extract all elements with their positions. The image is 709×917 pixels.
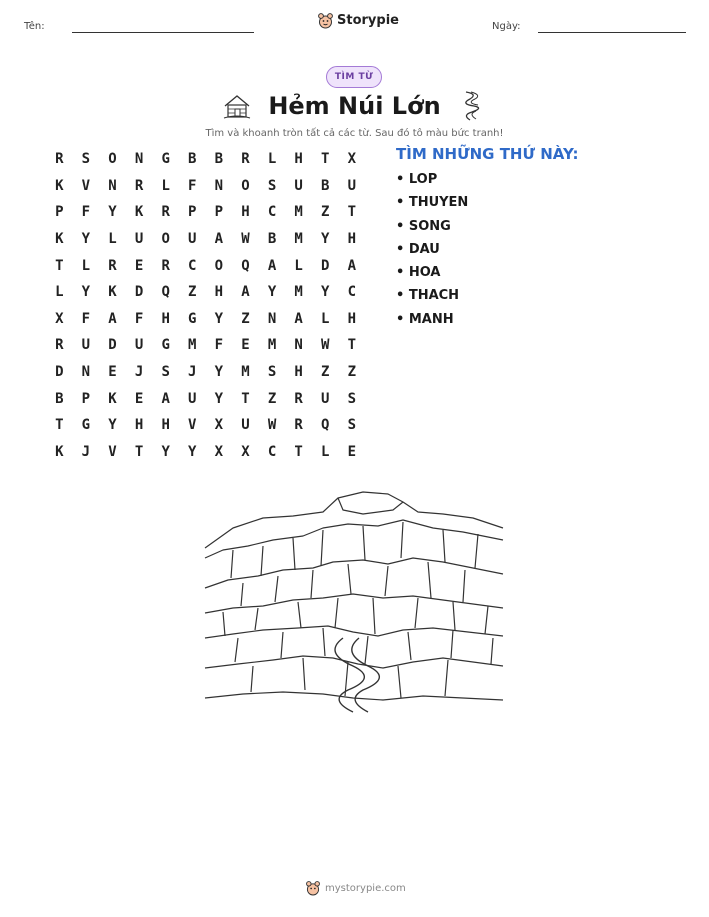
grand-canyon-illustration bbox=[203, 488, 507, 714]
grid-letter[interactable]: G bbox=[161, 151, 170, 168]
grid-row bbox=[46, 439, 365, 466]
grid-letter[interactable]: R bbox=[134, 177, 144, 194]
river-icon bbox=[456, 90, 488, 122]
grid-letter[interactable]: Q bbox=[321, 417, 330, 434]
grid-letter[interactable]: A bbox=[241, 284, 250, 301]
word-search-grid bbox=[46, 146, 365, 465]
grid-letter[interactable]: S bbox=[267, 364, 277, 381]
grid-letter[interactable]: X bbox=[55, 310, 64, 327]
grid-letter[interactable]: L bbox=[267, 151, 277, 168]
grid-letter[interactable]: J bbox=[188, 364, 197, 381]
grid-letter[interactable]: P bbox=[55, 204, 64, 221]
grid-letter[interactable]: N bbox=[134, 151, 144, 168]
grid-letter[interactable]: Z bbox=[241, 310, 250, 327]
grid-letter[interactable]: L bbox=[55, 284, 64, 301]
grid-letter[interactable]: D bbox=[134, 284, 144, 301]
grid-letter[interactable]: R bbox=[108, 257, 117, 274]
grid-letter[interactable]: S bbox=[81, 151, 91, 168]
grid-letter[interactable]: R bbox=[161, 257, 170, 274]
grid-letter[interactable]: M bbox=[294, 204, 303, 221]
grid-letter[interactable]: Q bbox=[241, 257, 250, 274]
grid-letter[interactable]: S bbox=[347, 390, 357, 407]
grid-letter[interactable]: C bbox=[267, 204, 277, 221]
grid-letter[interactable]: F bbox=[81, 204, 91, 221]
grid-letter[interactable]: R bbox=[161, 204, 170, 221]
grid-letter[interactable]: E bbox=[347, 443, 357, 460]
grid-letter[interactable]: Z bbox=[321, 364, 330, 381]
grid-letter[interactable]: A bbox=[108, 310, 117, 327]
grid-letter[interactable]: Y bbox=[214, 310, 224, 327]
grid-letter[interactable]: M bbox=[241, 364, 250, 381]
grid-letter[interactable]: F bbox=[214, 337, 224, 354]
grid-letter[interactable]: K bbox=[108, 390, 117, 407]
grid-letter[interactable]: R bbox=[294, 390, 303, 407]
grid-letter[interactable]: U bbox=[294, 177, 303, 194]
grid-letter[interactable]: T bbox=[347, 337, 357, 354]
grid-letter[interactable]: V bbox=[108, 443, 117, 460]
grid-letter[interactable]: S bbox=[347, 417, 357, 434]
grid-row bbox=[46, 412, 365, 439]
footer-url[interactable]: mystorypie.com bbox=[325, 882, 406, 894]
grid-letter[interactable]: T bbox=[134, 443, 144, 460]
grid-letter[interactable]: W bbox=[267, 417, 277, 434]
grid-letter[interactable]: H bbox=[241, 204, 250, 221]
grid-letter[interactable]: H bbox=[214, 284, 224, 301]
grid-row bbox=[46, 252, 365, 279]
word-list-item: • THACH bbox=[396, 288, 460, 304]
grid-letter[interactable]: L bbox=[321, 310, 330, 327]
grid-letter[interactable]: Y bbox=[108, 417, 117, 434]
grid-letter[interactable]: A bbox=[347, 257, 357, 274]
grid-letter[interactable]: W bbox=[321, 337, 330, 354]
footer bbox=[306, 880, 406, 896]
grid-letter[interactable]: C bbox=[347, 284, 357, 301]
grid-letter[interactable]: S bbox=[267, 177, 277, 194]
grid-letter[interactable]: U bbox=[321, 390, 330, 407]
grid-letter[interactable]: S bbox=[161, 364, 170, 381]
grid-letter[interactable]: N bbox=[267, 310, 277, 327]
grid-letter[interactable]: H bbox=[294, 151, 303, 168]
grid-letter[interactable]: Y bbox=[214, 364, 224, 381]
grid-row bbox=[46, 173, 365, 200]
grid-letter[interactable]: B bbox=[321, 177, 330, 194]
grid-letter[interactable]: C bbox=[267, 443, 277, 460]
grid-letter[interactable]: N bbox=[108, 177, 117, 194]
word-list-item: • THUYEN bbox=[396, 195, 469, 211]
grid-letter[interactable]: H bbox=[161, 310, 170, 327]
grid-letter[interactable]: Y bbox=[81, 284, 91, 301]
grid-row bbox=[46, 385, 365, 412]
name-line[interactable] bbox=[72, 32, 254, 33]
grid-letter[interactable]: Z bbox=[321, 204, 330, 221]
date-label: Ngày: bbox=[492, 21, 521, 32]
grid-letter[interactable]: M bbox=[294, 231, 303, 248]
grid-letter[interactable]: K bbox=[55, 443, 64, 460]
grid-letter[interactable]: J bbox=[81, 443, 91, 460]
name-label: Tên: bbox=[24, 21, 45, 32]
grid-letter[interactable]: M bbox=[294, 284, 303, 301]
grid-letter[interactable]: J bbox=[134, 364, 144, 381]
word-list-item: • LOP bbox=[396, 172, 438, 187]
word-list-title: TÌM NHỮNG THỨ NÀY: bbox=[396, 145, 579, 163]
grid-letter[interactable]: Y bbox=[267, 284, 277, 301]
grid-letter[interactable]: Z bbox=[347, 364, 357, 381]
grid-letter[interactable]: A bbox=[267, 257, 277, 274]
grid-letter[interactable]: Y bbox=[214, 390, 224, 407]
word-list-item: • SONG bbox=[396, 218, 451, 234]
grid-letter[interactable]: H bbox=[347, 231, 357, 248]
grid-letter[interactable]: E bbox=[241, 337, 250, 354]
grid-letter[interactable]: T bbox=[241, 390, 250, 407]
grid-letter[interactable]: H bbox=[347, 310, 357, 327]
grid-letter[interactable]: O bbox=[214, 257, 224, 274]
grid-letter[interactable]: Y bbox=[81, 231, 91, 248]
mascot-icon bbox=[318, 12, 333, 29]
grid-letter[interactable]: P bbox=[81, 390, 91, 407]
grid-letter[interactable]: Z bbox=[267, 390, 277, 407]
grid-letter[interactable]: F bbox=[81, 310, 91, 327]
grid-letter[interactable]: L bbox=[294, 257, 303, 274]
grid-letter[interactable]: X bbox=[214, 417, 224, 434]
grid-letter[interactable]: T bbox=[321, 151, 330, 168]
grid-letter[interactable]: V bbox=[81, 177, 91, 194]
grid-letter[interactable]: Y bbox=[321, 284, 330, 301]
grid-letter[interactable]: X bbox=[347, 151, 357, 168]
grid-letter[interactable]: R bbox=[241, 151, 250, 168]
grid-letter[interactable]: A bbox=[214, 231, 224, 248]
grid-letter[interactable]: D bbox=[55, 364, 64, 381]
grid-letter[interactable]: L bbox=[161, 177, 170, 194]
grid-letter[interactable]: U bbox=[81, 337, 91, 354]
grid-letter[interactable]: N bbox=[214, 177, 224, 194]
word-list-item: • MANH bbox=[396, 311, 454, 327]
mascot-icon bbox=[306, 880, 320, 896]
grid-letter[interactable]: R bbox=[55, 337, 64, 354]
word-list-item: • HOA bbox=[396, 265, 441, 281]
word-list-item: • DAU bbox=[396, 241, 440, 257]
grid-letter[interactable]: M bbox=[188, 337, 197, 354]
grid-letter[interactable]: G bbox=[188, 310, 197, 327]
grid-letter[interactable]: U bbox=[188, 231, 197, 248]
grid-letter[interactable]: B bbox=[188, 151, 197, 168]
grid-letter[interactable]: G bbox=[81, 417, 91, 434]
grid-letter[interactable]: L bbox=[108, 231, 117, 248]
grid-letter[interactable]: Q bbox=[161, 284, 170, 301]
grid-letter[interactable]: V bbox=[188, 417, 197, 434]
activity-badge: TÌM TỪ bbox=[326, 66, 382, 88]
grid-letter[interactable]: O bbox=[161, 231, 170, 248]
grid-row bbox=[46, 332, 365, 359]
grid-letter[interactable]: E bbox=[134, 257, 144, 274]
grid-row bbox=[46, 199, 365, 226]
grid-letter[interactable]: P bbox=[188, 204, 197, 221]
grid-letter[interactable]: O bbox=[108, 151, 117, 168]
grid-letter[interactable]: Y bbox=[108, 204, 117, 221]
grid-letter[interactable]: H bbox=[161, 417, 170, 434]
grid-letter[interactable]: C bbox=[188, 257, 197, 274]
grid-letter[interactable]: X bbox=[241, 443, 250, 460]
grid-letter[interactable]: T bbox=[55, 257, 64, 274]
grid-row bbox=[46, 226, 365, 253]
grid-letter[interactable]: N bbox=[81, 364, 91, 381]
grid-letter[interactable]: E bbox=[108, 364, 117, 381]
grid-letter[interactable]: M bbox=[267, 337, 277, 354]
grid-letter[interactable]: Z bbox=[188, 284, 197, 301]
grid-letter[interactable]: Y bbox=[188, 443, 197, 460]
grid-letter[interactable]: L bbox=[81, 257, 91, 274]
grid-letter[interactable]: K bbox=[134, 204, 144, 221]
grid-letter[interactable]: U bbox=[188, 390, 197, 407]
grid-letter[interactable]: B bbox=[55, 390, 64, 407]
grid-row bbox=[46, 359, 365, 386]
grid-letter[interactable]: K bbox=[108, 284, 117, 301]
grid-row bbox=[46, 306, 365, 333]
grid-letter[interactable]: K bbox=[55, 231, 64, 248]
word-list bbox=[396, 172, 468, 335]
grid-row bbox=[46, 279, 365, 306]
grid-letter[interactable]: T bbox=[55, 417, 64, 434]
grid-letter[interactable]: U bbox=[241, 417, 250, 434]
grid-letter[interactable]: A bbox=[161, 390, 170, 407]
date-line[interactable] bbox=[538, 32, 686, 33]
grid-letter[interactable]: B bbox=[267, 231, 277, 248]
grid-letter[interactable]: H bbox=[134, 417, 144, 434]
grid-letter[interactable]: P bbox=[214, 204, 224, 221]
grid-letter[interactable]: X bbox=[214, 443, 224, 460]
grid-letter[interactable]: T bbox=[294, 443, 303, 460]
grid-letter[interactable]: U bbox=[347, 177, 357, 194]
grid-letter[interactable]: Y bbox=[321, 231, 330, 248]
grid-letter[interactable]: G bbox=[161, 337, 170, 354]
grid-letter[interactable]: U bbox=[134, 231, 144, 248]
page-title: Hẻm Núi Lớn bbox=[268, 92, 441, 120]
grid-letter[interactable]: N bbox=[294, 337, 303, 354]
brand-logo bbox=[318, 12, 399, 29]
grid-letter[interactable]: F bbox=[188, 177, 197, 194]
grid-letter[interactable]: A bbox=[294, 310, 303, 327]
grid-letter[interactable]: U bbox=[134, 337, 144, 354]
grid-letter[interactable]: R bbox=[55, 151, 64, 168]
grid-letter[interactable]: B bbox=[214, 151, 224, 168]
grid-letter[interactable]: D bbox=[321, 257, 330, 274]
brand-name: Storypie bbox=[337, 13, 399, 28]
grid-letter[interactable]: R bbox=[294, 417, 303, 434]
grid-letter[interactable]: D bbox=[108, 337, 117, 354]
grid-letter[interactable]: W bbox=[241, 231, 250, 248]
instructions: Tìm và khoanh tròn tất cả các từ. Sau đó tô màu bức tranh! bbox=[205, 128, 504, 139]
grid-letter[interactable]: K bbox=[55, 177, 64, 194]
grid-row bbox=[46, 146, 365, 173]
grid-letter[interactable]: O bbox=[241, 177, 250, 194]
grid-letter[interactable]: T bbox=[347, 204, 357, 221]
grid-letter[interactable]: H bbox=[294, 364, 303, 381]
grid-letter[interactable]: F bbox=[134, 310, 144, 327]
grid-letter[interactable]: Y bbox=[161, 443, 170, 460]
grid-letter[interactable]: E bbox=[134, 390, 144, 407]
grid-letter[interactable]: L bbox=[321, 443, 330, 460]
